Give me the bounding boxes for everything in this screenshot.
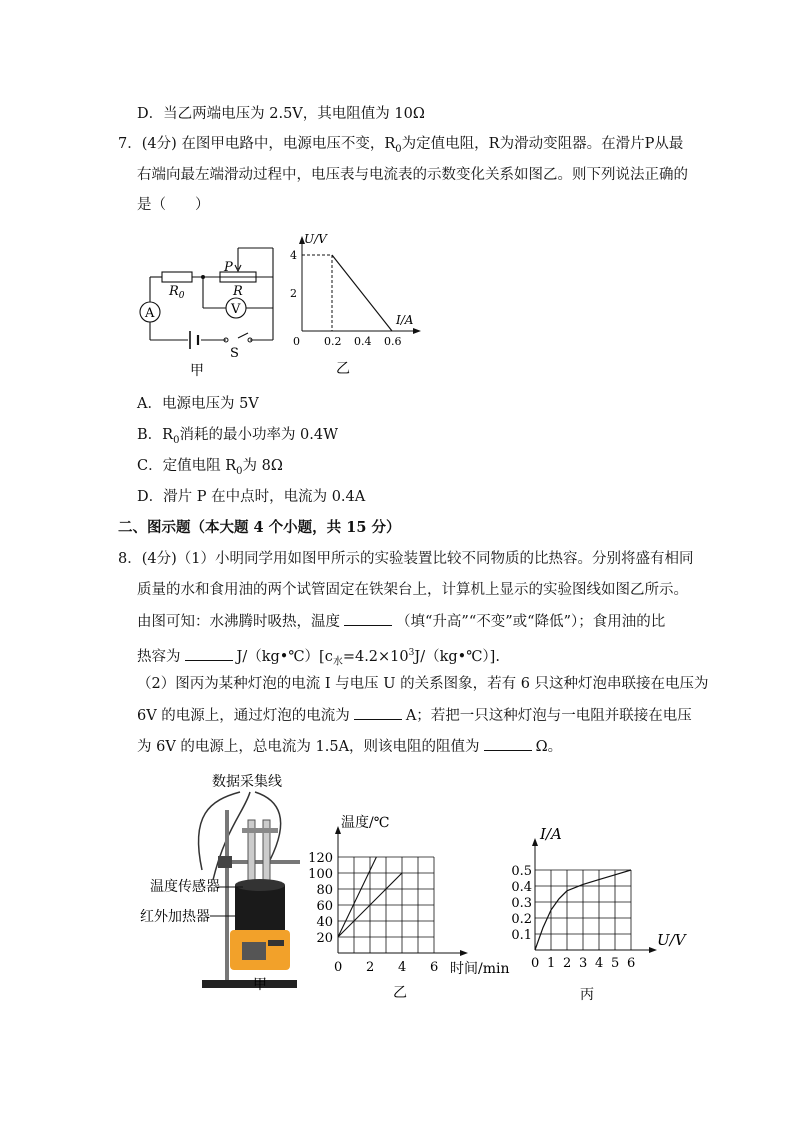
- graph7-xtick: 0.4: [354, 335, 372, 348]
- chart2-ytick: 40: [316, 915, 333, 930]
- label-sensor: 温度传感器: [150, 879, 220, 895]
- q7-option-c: C．定值电阻 $R_0$为 8Ω: [137, 458, 283, 477]
- graph7-series-line: [332, 255, 392, 331]
- q7-option-a: A．电源电压为 5V: [137, 396, 259, 412]
- chart2-xtick: 0: [334, 960, 343, 975]
- chart2-xlabel: 时间/min: [450, 961, 510, 977]
- chart3-y-arrow: [532, 838, 538, 846]
- chart2-xtick: 6: [430, 960, 439, 975]
- chart2-ytick: 120: [308, 851, 333, 866]
- q8-line4: 热容为 $J/(kg•℃)[c_水=4.2\times 10^3J/(kg•℃)]$.: [137, 643, 500, 673]
- chart3-ytick: 0.5: [511, 864, 532, 879]
- blank-3[interactable]: [354, 705, 402, 720]
- chart3-ytick: 0.2: [511, 912, 532, 927]
- chart2-xtick: 2: [366, 960, 375, 975]
- q7-stem-line1: 7．(4分) 在图甲电路中，电源电压不变，$R_0$为定值电阻，R为滑动变阻器。在滑片P从最: [118, 136, 684, 155]
- chart2-ytick: 60: [316, 899, 333, 914]
- chart3-xtick: 2: [563, 956, 572, 971]
- blank-4[interactable]: [484, 736, 532, 751]
- chart3-xtick: 3: [579, 956, 588, 971]
- q8-line7: 为 6V 的电源上，总电流为 1.5A，则该电阻的阻值为 Ω。: [137, 736, 562, 757]
- chart3-xtick: 5: [611, 956, 620, 971]
- graph7-ytick: 4: [290, 249, 297, 262]
- blank-1[interactable]: [344, 611, 392, 626]
- graph7-xlabel: I/A: [396, 313, 414, 327]
- chart2-ytick: 80: [316, 883, 333, 898]
- q8-line3: 由图可知：水沸腾时吸热，温度 （填“升高”“不变”或“降低”）；食用油的比: [137, 611, 665, 632]
- chart2-xtick: 4: [398, 960, 407, 975]
- graph7-origin: 0: [293, 335, 300, 348]
- chart3-caption: 丙: [580, 987, 594, 1003]
- circuit-caption: 甲: [190, 363, 204, 379]
- r0-label: $R_0$: [169, 284, 185, 301]
- q8-line1: 8．(4分)（1）小明同学用如图甲所示的实验装置比较不同物质的比热容。分别将盛有相同: [118, 551, 694, 567]
- graph7-x-arrow: [413, 328, 421, 334]
- chart2-x-arrow: [460, 950, 468, 956]
- switch-label: S: [230, 346, 239, 361]
- r-label: R: [233, 284, 243, 299]
- q8-line6: 6V 的电源上，通过灯泡的电流为 A；若把一只这种灯泡与一电阻并联接在电压: [137, 705, 692, 726]
- apparatus-caption: 甲: [253, 977, 267, 993]
- chart3-xlabel: U/V: [657, 931, 686, 949]
- graph7-ytick: 2: [290, 287, 297, 300]
- chart3-ytick: 0.1: [511, 928, 532, 943]
- chart2-ylabel: 温度/℃: [341, 815, 390, 831]
- chart3-ytick: 0.3: [511, 896, 532, 911]
- q8-apparatus-illustration: [130, 770, 330, 995]
- chart2-series-line-1: [338, 857, 376, 937]
- graph7-caption: 乙: [336, 361, 350, 377]
- q8-temperature-chart: [305, 810, 510, 1001]
- chart3-x-arrow: [649, 947, 657, 953]
- q6-option-d: D．当乙两端电压为 2.5V，其电阻值为 10Ω: [137, 106, 425, 122]
- label-data-wire: 数据采集线: [212, 774, 282, 790]
- graph7-xtick: 0.2: [324, 335, 342, 348]
- q8-line2: 质量的水和食用油的两个试管固定在铁架台上，计算机上显示的实验图线如图乙所示。: [137, 582, 688, 598]
- section-heading: 二、图示题（本大题 4 个小题，共 15 分）: [118, 519, 401, 536]
- graph7-xtick: 0.6: [384, 335, 402, 348]
- chart3-ylabel: I/A: [540, 825, 562, 843]
- q7-stem-line3: 是（ ）: [137, 197, 210, 213]
- q8-line5: （2）图丙为某种灯泡的电流 I 与电压 U 的关系图象，若有 6 只这种灯泡串联接在电压为: [137, 676, 709, 692]
- chart3-xtick: 6: [627, 956, 636, 971]
- q7-option-d: D．滑片 P 在中点时，电流为 0.4A: [137, 489, 366, 505]
- blank-2[interactable]: [185, 646, 233, 661]
- chart3-xtick: 1: [547, 956, 556, 971]
- ammeter-label: A: [145, 306, 155, 321]
- label-heater: 红外加热器: [140, 909, 210, 925]
- chart2-caption: 乙: [393, 985, 407, 1001]
- slider-p-label: P: [224, 260, 233, 275]
- q8-iu-chart: [505, 812, 695, 1002]
- graph7-ylabel: U/V: [304, 232, 327, 246]
- chart3-xtick: 0: [531, 956, 540, 971]
- q7-circuit-diagram: [130, 235, 290, 385]
- chart3-ytick: 0.4: [511, 880, 532, 895]
- voltmeter-label: V: [231, 302, 241, 317]
- q7-stem-line2: 右端向最左端滑动过程中，电压表与电流表的示数变化关系如图乙。则下列说法正确的: [137, 167, 688, 183]
- chart2-ytick: 20: [316, 931, 333, 946]
- q7-ui-graph: [284, 228, 424, 378]
- q7-option-b: B．$R_0$消耗的最小功率为 0.4W: [137, 427, 339, 446]
- chart2-ytick: 100: [308, 867, 333, 882]
- chart3-xtick: 4: [595, 956, 604, 971]
